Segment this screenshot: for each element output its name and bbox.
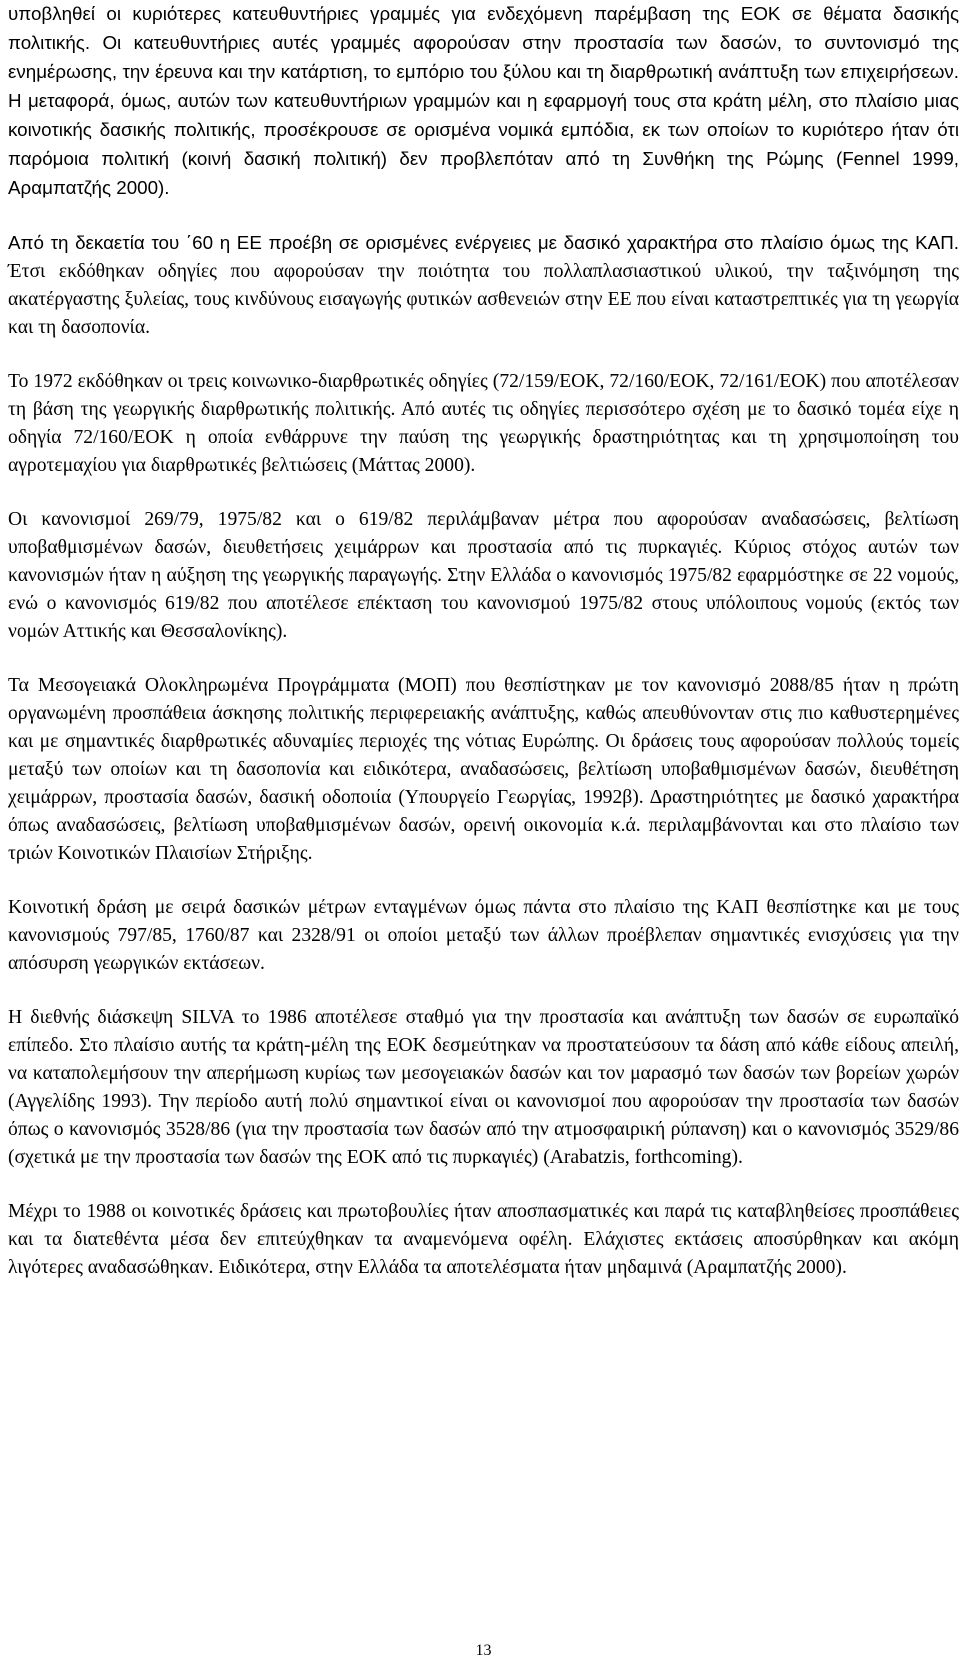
paragraph-text: Από τη δεκαετία του ΄60 η ΕΕ προέβη σε ορισμένες ενέργειες με δασικό χαρακτήρα στο πλαίσιο όμως της ΚΑΠ. — [8, 232, 959, 253]
paragraph-1972-directives — [8, 368, 959, 480]
paragraph-text: Κοινοτική δράση με σειρά δασικών μέτρων ενταγμένων όμως πάντα στο πλαίσιο της ΚΑΠ θεσπίστηκε και με τους κανονισμούς 797/85, 1760/87 και 2328/91 οι οποίοι μεταξύ των άλλων προέβλεπαν σημαντικές ενισχύσεις για την απόσυρση γεωργικών εκτάσεων. — [8, 897, 959, 974]
page-number: 13 — [475, 1642, 492, 1659]
paragraph-mediterranean-programmes — [8, 672, 959, 868]
paragraph-text: υποβληθεί οι κυριότερες κατευθυντήριες γραμμές για ενδεχόμενη παρέμβαση της ΕΟΚ σε θέματα δασικής πολιτικής. Οι κατευθυντήριες αυτές γραμμές αφορούσαν στην προστασία των δασών, το συντονισμό της ενημέρωσης, την έρευνα και την κατάρτιση, το εμπόριο του ξύλου και τη διαρθρωτική ανάπτυξη των επιχειρήσεων. Η μεταφορά, όμως, αυτών των κατευθυντήριων γραμμών και η εφαρμογή τους στα κράτη μέλη, στο πλαίσιο μιας κοινοτικής δασικής πολιτικής, προσέκρουσε σε ορισμένα νομικά εμπόδια, εκ των οποίων το κυριότερο ήταν ότι παρόμοια πολιτική (κοινή δασική πολιτική) δεν προβλεπόταν από τη Συνθήκη της Ρώμης (Fennel 1999, Αραμπατζής 2000). — [8, 3, 959, 198]
paragraph-forest-policy-guidelines — [8, 0, 959, 203]
paragraph-cap-actions-1960s — [8, 229, 959, 342]
paragraph-regulations-269-79 — [8, 506, 959, 646]
paragraph-community-forest-measures — [8, 894, 959, 978]
paragraph-until-1988 — [8, 1198, 959, 1282]
paragraph-text: Τα Μεσογειακά Ολοκληρωμένα Προγράμματα (ΜΟΠ) που θεσπίστηκαν με τον κανονισμό 2088/85 ήταν η πρώτη οργανωμένη προσπάθεια άσκησης πολιτικής περιφερειακής ανάπτυξης, καθώς απευθύνονταν στις πιο καθυστερημένες και με σημαντικές διαρθρωτικές αδυναμίες περιοχές της νότιας Ευρώπης. Οι δράσεις τους αφορούσαν πολλούς τομείς μεταξύ των οποίων και τη δασοπονία και ειδικότερα, αναδασώσεις, βελτίωση υποβαθμισμένων δασών, διευθέτηση χειμάρρων, προστασία δασών, δασική οδοποιία (Υπουργείο Γεωργίας, 1992β). Δραστηριότητες με δασικό χαρακτήρα όπως αναδασώσεις, βελτίωση υποβαθμισμένων δασών, ορεινή οικονομία κ.ά. περιλαμβάνονται και στο πλαίσιο των τριών Κοινοτικών Πλαισίων Στήριξης. — [8, 675, 959, 864]
paragraph-text: Οι κανονισμοί 269/79, 1975/82 και ο 619/82 περιλάμβαναν μέτρα που αφορούσαν αναδασώσεις, βελτίωση υποβαθμισμένων δασών, διευθετήσεις χειμάρρων και προστασία από τις πυρκαγιές. Κύριος στόχος αυτών των κανονισμών ήταν η αύξηση της γεωργικής παραγωγής. Στην Ελλάδα ο κανονισμός 1975/82 εφαρμόστηκε σε 22 νομούς, ενώ ο κανονισμός 619/82 που αποτέλεσε επέκταση του κανονισμού 1975/82 στους υπόλοιπους νομούς (εκτός των νομών Αττικής και Θεσσαλονίκης). — [8, 509, 959, 642]
document-page — [8, 0, 959, 1678]
paragraph-text: Η διεθνής διάσκεψη SILVA το 1986 αποτέλεσε σταθμό για την προστασία και ανάπτυξη των δασών σε ευρωπαϊκό επίπεδο. Στο πλαίσιο αυτής τα κράτη-μέλη της ΕΟΚ δεσμεύτηκαν να προστατεύσουν τα δάση από κάθε είδους απειλή, να καταπολεμήσουν την απερήμωση κυρίως των μεσογειακών δασών και τον μαρασμό των δασών των βορείων χωρών (Αγγελίδης 1993). Την περίοδο αυτή πολύ σημαντικοί είναι οι κανονισμοί που αφορούσαν την προστασία των δασών όπως ο κανονισμός 3528/86 (για την προστασία των δασών από την ατμοσφαιρική ρύπανση) και ο κανονισμός 3529/86 (σχετικά με την προστασία των δασών της ΕΟΚ από τις πυρκαγιές) (Arabatzis, forthcoming). — [8, 1007, 959, 1168]
paragraph-text: Το 1972 εκδόθηκαν οι τρεις κοινωνικο-διαρθρωτικές οδηγίες (72/159/ΕΟΚ, 72/160/ΕΟΚ, 72/161/ΕΟΚ) που αποτέλεσαν τη βάση της γεωργικής διαρθρωτικής πολιτικής. Από αυτές τις οδηγίες περισσότερο σχέση με το δασικό τομέα είχε η οδηγία 72/160/ΕΟΚ η οποία ενθάρρυνε την παύση της γεωργικής δραστηριότητας και τη χρησιμοποίηση του αγροτεμαχίου για διαρθρωτικές βελτιώσεις (Μάττας 2000). — [8, 371, 959, 476]
paragraph-text: Μέχρι το 1988 οι κοινοτικές δράσεις και πρωτοβουλίες ήταν αποσπασματικές και παρά τις καταβληθείσες προσπάθειες και τα διατεθέντα μέσα δεν επιτεύχθηκαν τα αναμενόμενα οφέλη. Ελάχιστες εκτάσεις αποσύρθηκαν και ακόμη λιγότερες αναδασώθηκαν. Ειδικότερα, στην Ελλάδα τα αποτελέσματα ήταν μηδαμινά (Αραμπατζής 2000). — [8, 1201, 959, 1278]
paragraph-text: Έτσι εκδόθηκαν οδηγίες που αφορούσαν την ποιότητα του πολλαπλασιαστικού υλικού, την ταξινόμηση της ακατέργαστης ξυλείας, τους κινδύνους εισαγωγής φυτικών ασθενειών στην ΕΕ που είναι καταστρεπτικές για τη γεωργία και τη δασοπονία. — [8, 261, 959, 338]
paragraph-silva-conference — [8, 1004, 959, 1172]
